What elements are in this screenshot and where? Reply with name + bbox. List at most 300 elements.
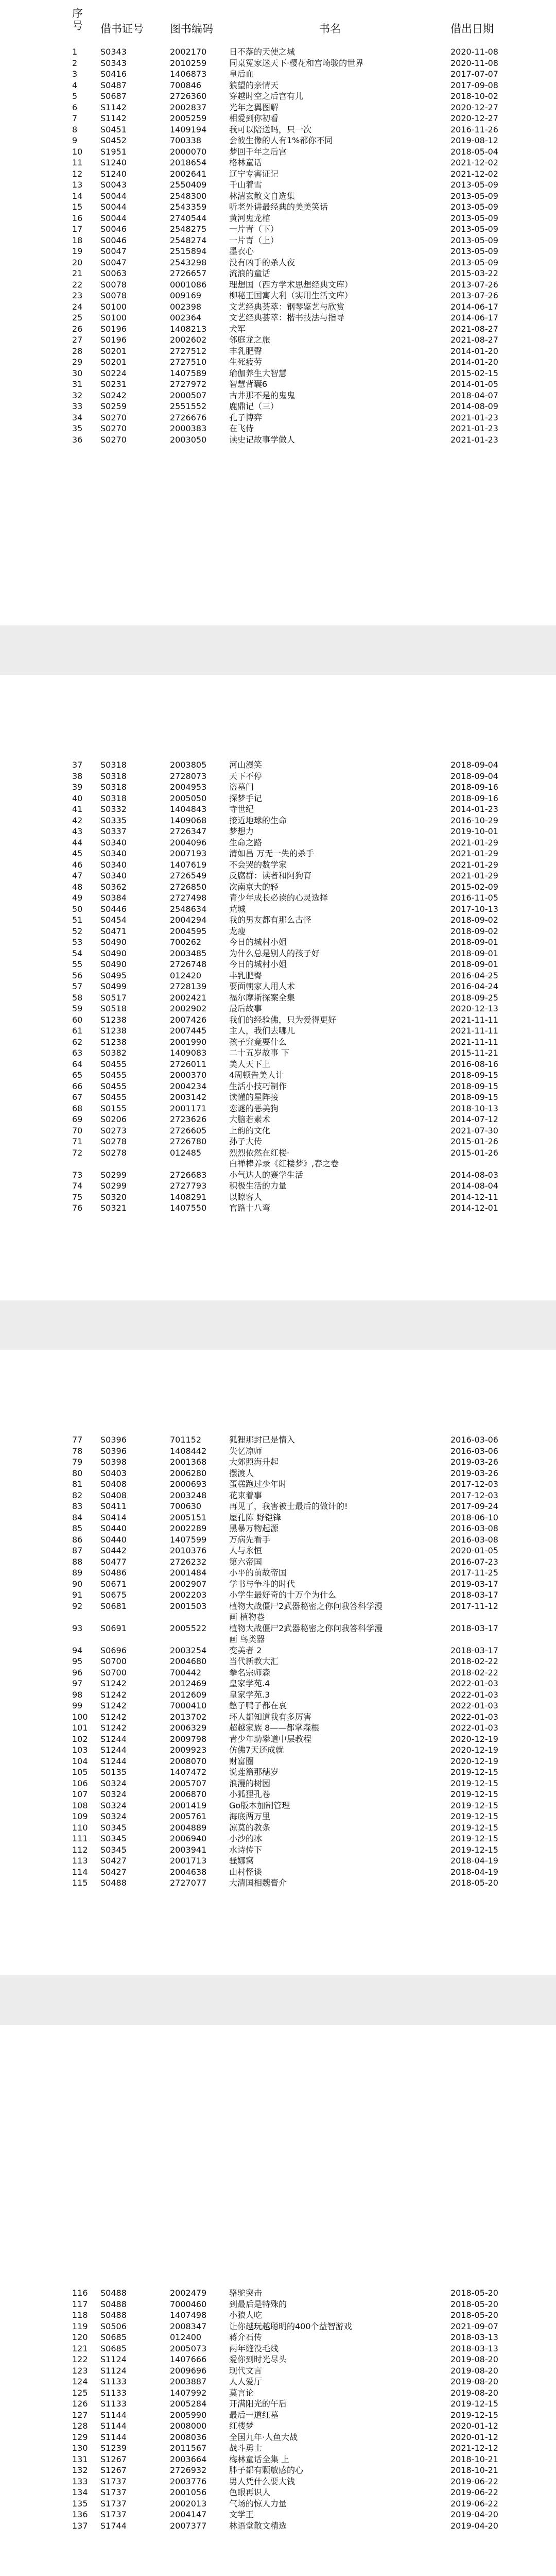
cell-code: 1407666: [170, 2354, 207, 2364]
cell-code: 2012469: [170, 1679, 207, 1688]
cell-title: 让你越玩越聪明的400个益智游戏: [229, 2321, 352, 2331]
cell-code: 2005073: [170, 2343, 207, 2353]
cell-card: S0451: [100, 124, 127, 134]
cell-date: 2019-08-12: [450, 135, 498, 145]
cell-card: S0517: [100, 992, 127, 1003]
cell-card: S0324: [100, 1811, 127, 1821]
cell-date: 2019-12-15: [450, 1778, 498, 1788]
cell-date: 2021-01-29: [450, 859, 498, 870]
table-row: [72, 235, 535, 246]
cell-card: S1737: [100, 2510, 127, 2519]
cell-code: 2002203: [170, 1590, 207, 1600]
table-row: [72, 257, 535, 268]
table-row: [72, 1822, 535, 1834]
cell-seq: 20: [72, 257, 83, 267]
cell-seq: 68: [72, 1103, 83, 1113]
cell-code: 2006940: [170, 1834, 207, 1843]
cell-date: 2016-03-08: [450, 1523, 498, 1533]
cell-title: Go版本加制管理: [229, 1800, 290, 1810]
cell-title-continued: 白禅棒养录《红楼梦》,春之卷: [229, 1159, 339, 1168]
cell-seq: 113: [72, 1856, 88, 1866]
cell-card: S0408: [100, 1490, 127, 1500]
cell-title: 大脑若素术: [229, 1114, 271, 1124]
cell-card: S0499: [100, 981, 127, 991]
cell-card: S0270: [100, 412, 127, 422]
table-row: [72, 268, 535, 279]
cell-title: 全国九年·人鱼大战: [229, 2432, 298, 2442]
cell-date: 2019-12-15: [450, 1789, 498, 1799]
cell-seq: 117: [72, 2299, 88, 2309]
table-row: [72, 992, 535, 1004]
cell-code: 2005284: [170, 2399, 207, 2409]
cell-date: 2018-02-22: [450, 1667, 498, 1677]
cell-code: 2723626: [170, 1114, 207, 1124]
cell-seq: 21: [72, 268, 83, 278]
cell-title: 反腐群：读者和阿狗育: [229, 871, 312, 880]
cell-date: 2019-12-15: [450, 1834, 498, 1843]
table-row: [72, 2365, 535, 2377]
cell-card: S0299: [100, 1170, 127, 1180]
cell-seq: 104: [72, 1756, 88, 1766]
cell-card: S1144: [100, 2432, 127, 2442]
page-3: [0, 1350, 556, 1975]
cell-date: 2016-07-23: [450, 1556, 498, 1567]
cell-card: S0345: [100, 1822, 127, 1833]
table-row: [72, 1867, 535, 1878]
cell-card: S0455: [100, 1081, 127, 1091]
table-row: [72, 2287, 535, 2299]
cell-code: 2000507: [170, 390, 207, 400]
cell-date: 2014-07-12: [450, 1114, 498, 1124]
table-row: [72, 904, 535, 915]
rows-page-4: [72, 2287, 535, 2531]
cell-card: S0396: [100, 1446, 127, 1456]
cell-seq: 133: [72, 2476, 88, 2486]
cell-date: 2019-08-20: [450, 2354, 498, 2364]
cell-date: 2019-10-01: [450, 826, 498, 836]
cell-seq: 134: [72, 2487, 88, 2497]
cell-code: 2001419: [170, 1800, 207, 1810]
cell-seq: 51: [72, 915, 83, 925]
cell-seq: 78: [72, 1446, 83, 1456]
cell-title: 丰乳肥臀: [229, 970, 263, 980]
cell-code: 700442: [170, 1667, 202, 1677]
cell-title: 坏人都知道我有多厉害: [229, 1711, 312, 1722]
cell-code: 2009923: [170, 1745, 207, 1755]
cell-card: S0343: [100, 47, 127, 57]
cell-card: S0324: [100, 1778, 127, 1788]
cell-card: S0063: [100, 268, 127, 278]
cell-title: 骆驼突击: [229, 2288, 263, 2298]
cell-code: 2001503: [170, 1601, 207, 1611]
cell-code: 2004953: [170, 782, 207, 792]
cell-card: S0488: [100, 1878, 127, 1888]
cell-title: 人人爱厅: [229, 2377, 263, 2386]
cell-card: S1737: [100, 2498, 127, 2509]
cell-date: 2020-11-08: [450, 58, 498, 68]
table-row: [72, 1767, 535, 1778]
cell-date: 2019-12-15: [450, 2410, 498, 2420]
table-row: [72, 782, 535, 793]
cell-date: 2019-12-15: [450, 1811, 498, 1821]
cell-code: 1407550: [170, 1203, 207, 1213]
cell-title: 梦想力: [229, 826, 254, 836]
cell-title: 狐狸那封已是情入: [229, 1435, 296, 1445]
cell-title: 失忆凉师: [229, 1446, 263, 1456]
cell-seq: 127: [72, 2410, 88, 2420]
cell-card: S1142: [100, 102, 127, 112]
cell-card: S0681: [100, 1601, 127, 1611]
cell-card: S1133: [100, 2377, 127, 2386]
cell-seq: 66: [72, 1081, 83, 1091]
cell-code: 2004147: [170, 2510, 207, 2519]
table-row: [72, 1645, 535, 1656]
cell-title: 青少年助攀道中层教程: [229, 1734, 312, 1744]
cell-title: 听老外讲最经典的美美笑话: [229, 202, 328, 212]
cell-card: S0046: [100, 224, 127, 234]
cell-seq: 101: [72, 1723, 88, 1733]
table-row: [72, 2432, 535, 2443]
cell-title: 人与永恒: [229, 1546, 263, 1555]
cell-card: S1242: [100, 1679, 127, 1688]
cell-seq: 96: [72, 1667, 83, 1677]
cell-title-continued: 画 植物巷: [229, 1612, 265, 1622]
cell-title: 浪漫的树园: [229, 1778, 271, 1788]
cell-title: 清如昌 万无一失的杀手: [229, 849, 315, 858]
cell-title: 变美者 2: [229, 1645, 262, 1655]
cell-code: 2008036: [170, 2432, 207, 2442]
table-row: [72, 434, 535, 446]
cell-title: 气场的惊人力量: [229, 2498, 287, 2509]
cell-seq: 90: [72, 1579, 83, 1589]
cell-date: 2018-06-10: [450, 1512, 498, 1522]
table-row: [72, 102, 535, 113]
cell-code: 2008070: [170, 1756, 207, 1766]
table-row: [72, 69, 535, 80]
cell-title: 官路十八弯: [229, 1203, 271, 1213]
cell-code: 2001990: [170, 1037, 207, 1047]
cell-title: 花束着事: [229, 1490, 263, 1500]
cell-title: 万病先看手: [229, 1534, 271, 1545]
table-row: [72, 1678, 535, 1689]
cell-code: 2728073: [170, 771, 207, 781]
table-row-continuation: [72, 1158, 535, 1170]
table-row: [72, 1512, 535, 1523]
cell-seq: 31: [72, 379, 83, 389]
table-row: [72, 1579, 535, 1590]
rows-page-1: [72, 46, 535, 445]
cell-code: 1409083: [170, 1048, 207, 1058]
cell-card: S1144: [100, 2421, 127, 2431]
cell-date: 2019-04-20: [450, 2510, 498, 2519]
cell-title: 第六帝国: [229, 1556, 263, 1567]
cell-seq: 52: [72, 926, 83, 936]
cell-date: 2021-08-27: [450, 335, 498, 345]
cell-title: 海底两万里: [229, 1811, 271, 1821]
cell-date: 2019-12-15: [450, 1767, 498, 1777]
cell-code: 1407619: [170, 859, 207, 870]
cell-date: 2018-04-19: [450, 1856, 498, 1866]
cell-seq: 28: [72, 346, 83, 356]
cell-card: S0337: [100, 826, 127, 836]
cell-date: 2018-09-04: [450, 771, 498, 781]
cell-title: 文艺经典荟萃：钢琴鉴艺与欣赏: [229, 301, 345, 312]
cell-seq: 126: [72, 2399, 88, 2409]
cell-date: 2013-05-09: [450, 235, 498, 245]
cell-title: 柳秘王国寓大利（实用生活文库）: [229, 291, 353, 300]
cell-code: 1408213: [170, 324, 207, 334]
cell-date: 2018-09-04: [450, 760, 498, 770]
cell-title: 现代文言: [229, 2365, 263, 2376]
cell-title: 寺世纪: [229, 804, 254, 814]
table-row: [72, 1202, 535, 1214]
table-page-1: [72, 7, 535, 445]
table-row: [72, 224, 535, 235]
table-row: [72, 179, 535, 191]
cell-title: 积极生活的力量: [229, 1181, 287, 1191]
cell-title: 色眼再识人: [229, 2487, 271, 2497]
cell-code: 2009696: [170, 2365, 207, 2376]
cell-code: 0001086: [170, 279, 207, 290]
table-row: [72, 2420, 535, 2432]
cell-title: 蒋介石传: [229, 2332, 263, 2342]
cell-code: 1407992: [170, 2387, 207, 2398]
table-row: [72, 892, 535, 904]
cell-date: 2014-12-01: [450, 1203, 498, 1213]
cell-title: 植物大战僵尸2武器秘密之你问我答科学漫: [229, 1601, 383, 1611]
cell-card: S0687: [100, 91, 127, 101]
cell-seq: 45: [72, 849, 83, 858]
cell-code: 2001368: [170, 1457, 207, 1467]
cell-title: 皇后血: [229, 69, 254, 79]
cell-date: 2021-07-30: [450, 1125, 498, 1136]
cell-card: S1244: [100, 1734, 127, 1744]
cell-seq: 80: [72, 1468, 83, 1478]
table-row: [72, 80, 535, 91]
cell-title: 一片青（上）: [229, 235, 279, 245]
cell-card: S0455: [100, 1059, 127, 1069]
cell-date: 2015-02-09: [450, 882, 498, 892]
table-row: [72, 1700, 535, 1711]
cell-code: 2005990: [170, 2410, 207, 2420]
cell-seq: 102: [72, 1734, 88, 1744]
cell-card: S1124: [100, 2354, 127, 2364]
cell-card: S0427: [100, 1867, 127, 1877]
cell-seq: 120: [72, 2332, 88, 2342]
cell-date: 2017-09-24: [450, 1501, 498, 1511]
cell-date: 2015-01-26: [450, 1137, 498, 1146]
cell-seq: 107: [72, 1789, 88, 1799]
table-row: [72, 1446, 535, 1457]
cell-code: 2004294: [170, 915, 207, 925]
cell-date: 2014-08-09: [450, 401, 498, 411]
table-row: [72, 1523, 535, 1534]
cell-date: 2014-08-04: [450, 1181, 498, 1191]
cell-card: S0403: [100, 1468, 127, 1478]
cell-title: 财富圈: [229, 1756, 254, 1766]
table-row: [72, 926, 535, 937]
table-row: [72, 870, 535, 882]
table-row: [72, 1567, 535, 1579]
cell-card: S1238: [100, 1026, 127, 1036]
cell-title: 天下不停: [229, 771, 263, 781]
cell-seq: 87: [72, 1546, 83, 1555]
cell-card: S0518: [100, 1004, 127, 1013]
cell-date: 2019-03-26: [450, 1468, 498, 1478]
cell-code: 2013702: [170, 1711, 207, 1722]
cell-card: S1240: [100, 168, 127, 179]
cell-card: S0078: [100, 279, 127, 290]
header-date: 借出日期: [450, 23, 494, 35]
cell-date: 2018-05-20: [450, 1878, 498, 1888]
cell-code: 1404843: [170, 804, 207, 814]
cell-date: 2014-01-23: [450, 804, 498, 814]
cell-date: 2019-04-20: [450, 2520, 498, 2531]
cell-title: 小学生最好奇的十万个为什么: [229, 1590, 337, 1600]
table-row: [72, 1656, 535, 1667]
cell-code: 1407599: [170, 1534, 207, 1545]
cell-date: 2016-10-29: [450, 815, 498, 825]
cell-title: 墨衣心: [229, 246, 254, 256]
cell-code: 7000460: [170, 2299, 207, 2309]
cell-card: S0671: [100, 1579, 127, 1589]
cell-code: 2001713: [170, 1856, 207, 1866]
cell-card: S0335: [100, 815, 127, 825]
table-row: [72, 1025, 535, 1037]
cell-title: 荒城: [229, 904, 246, 914]
cell-seq: 23: [72, 291, 83, 300]
cell-seq: 110: [72, 1822, 88, 1833]
cell-card: S0488: [100, 2288, 127, 2298]
cell-card: S1238: [100, 1014, 127, 1025]
table-row: [72, 2520, 535, 2532]
cell-card: S0477: [100, 1556, 127, 1567]
cell-date: 2019-03-17: [450, 1579, 498, 1589]
cell-date: 2017-12-03: [450, 1479, 498, 1489]
cell-card: S0100: [100, 301, 127, 312]
cell-seq: 109: [72, 1811, 88, 1821]
table-row: [72, 2498, 535, 2510]
cell-seq: 10: [72, 146, 83, 157]
table-row: [72, 1811, 535, 1822]
cell-date: 2015-03-22: [450, 268, 498, 278]
cell-seq: 111: [72, 1834, 88, 1843]
cell-seq: 106: [72, 1778, 88, 1788]
table-row: [72, 346, 535, 357]
table-row: [72, 1081, 535, 1092]
cell-seq: 47: [72, 871, 83, 880]
cell-seq: 6: [72, 102, 78, 112]
cell-seq: 40: [72, 793, 83, 803]
cell-title: 小平的前故帝国: [229, 1568, 287, 1578]
cell-seq: 49: [72, 893, 83, 903]
cell-title: 为什么总是别人的孩子好: [229, 948, 320, 958]
cell-card: S0696: [100, 1645, 127, 1655]
cell-seq: 95: [72, 1656, 83, 1666]
cell-title-continued: 画 鸟类器: [229, 1634, 265, 1644]
cell-code: 2004096: [170, 837, 207, 848]
cell-title: 会彼生像的人有1%都你不同: [229, 135, 333, 145]
cell-code: 701152: [170, 1435, 202, 1445]
cell-card: S0691: [100, 1623, 127, 1633]
cell-title: 4周顿告美人计: [229, 1070, 284, 1080]
table-row: [72, 312, 535, 324]
cell-code: 2728139: [170, 981, 207, 991]
cell-code: 2726850: [170, 882, 207, 892]
cell-seq: 122: [72, 2354, 88, 2364]
cell-code: 2002837: [170, 102, 207, 112]
cell-title: 恋谜的恶美狗: [229, 1103, 279, 1113]
cell-date: 2018-09-01: [450, 959, 498, 969]
cell-seq: 74: [72, 1181, 83, 1191]
cell-title: 接近地球的生命: [229, 815, 287, 825]
cell-date: 2018-10-13: [450, 1103, 498, 1113]
cell-card: S0700: [100, 1656, 127, 1666]
cell-code: 2010259: [170, 58, 207, 68]
cell-title: 以瞭客人: [229, 1192, 263, 1202]
cell-date: 2020-12-19: [450, 1734, 498, 1744]
cell-code: 2003254: [170, 1645, 207, 1655]
cell-code: 2007377: [170, 2520, 207, 2531]
table-row: [72, 368, 535, 379]
cell-title: 主人，我们去哪儿: [229, 1026, 296, 1036]
cell-code: 2548300: [170, 191, 207, 201]
table-row: [72, 826, 535, 837]
cell-card: S0047: [100, 246, 127, 256]
cell-card: S0440: [100, 1523, 127, 1533]
cell-code: 2003050: [170, 434, 207, 445]
cell-title: 二十五岁故事 下: [229, 1048, 290, 1058]
cell-seq: 34: [72, 412, 83, 422]
cell-card: S0318: [100, 782, 127, 792]
cell-seq: 61: [72, 1026, 83, 1036]
table-row: [72, 1545, 535, 1556]
cell-title: 今日的城村小姐: [229, 937, 287, 947]
cell-card: S1133: [100, 2387, 127, 2398]
table-page-4: [72, 2287, 535, 2531]
cell-card: S0487: [100, 80, 127, 90]
cell-code: 2727512: [170, 346, 207, 356]
table-row: [72, 2443, 535, 2454]
cell-code: 2003664: [170, 2454, 207, 2464]
cell-code: 2726232: [170, 1556, 207, 1567]
cell-date: 2018-09-15: [450, 1070, 498, 1080]
table-row: [72, 191, 535, 202]
cell-card: S0506: [100, 2321, 127, 2331]
cell-title: 流浪的童话: [229, 268, 271, 278]
cell-seq: 22: [72, 279, 83, 290]
cell-code: 2012609: [170, 1689, 207, 1700]
cell-seq: 112: [72, 1844, 88, 1855]
cell-title: 孔子博弈: [229, 412, 263, 422]
table-row: [72, 1468, 535, 1479]
table-row: [72, 1689, 535, 1701]
cell-card: S0318: [100, 760, 127, 770]
cell-card: S0685: [100, 2332, 127, 2342]
table-row: [72, 2410, 535, 2421]
cell-seq: 4: [72, 80, 78, 90]
cell-code: 2003887: [170, 2377, 207, 2386]
cell-seq: 9: [72, 135, 78, 145]
cell-code: 2004889: [170, 1822, 207, 1833]
cell-date: 2022-01-03: [450, 1689, 498, 1700]
cell-seq: 30: [72, 368, 83, 378]
table-row: [72, 1014, 535, 1026]
cell-date: 2018-09-01: [450, 937, 498, 947]
cell-card: S0332: [100, 804, 127, 814]
cell-title: 上韵的文化: [229, 1125, 271, 1136]
table-row: [72, 290, 535, 301]
